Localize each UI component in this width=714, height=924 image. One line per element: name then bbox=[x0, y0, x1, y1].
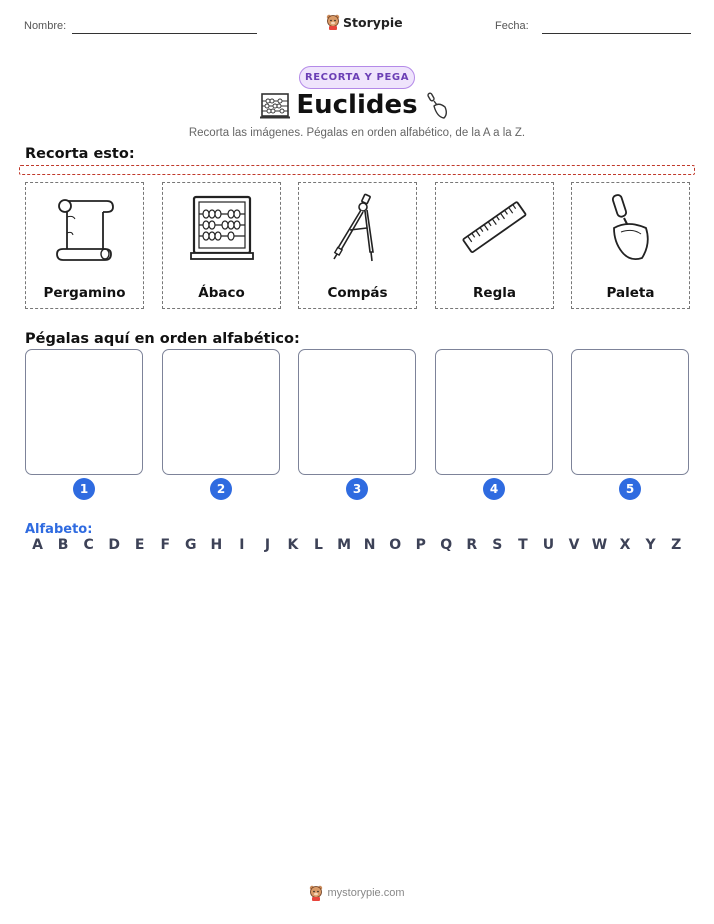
name-line[interactable] bbox=[72, 33, 257, 34]
alphabet-letter: B bbox=[57, 537, 69, 553]
paste-slot-4[interactable] bbox=[435, 349, 553, 475]
page-title: Euclides bbox=[296, 90, 418, 120]
paste-section-heading: Pégalas aquí en orden alfabético: bbox=[25, 331, 300, 347]
trowel-icon bbox=[606, 192, 656, 264]
alphabet-letter: V bbox=[568, 537, 580, 553]
slot-number-badge: 5 bbox=[619, 478, 641, 500]
alphabet-letter: K bbox=[287, 537, 299, 553]
alphabet-letter: C bbox=[83, 537, 94, 553]
brand-name: Storypie bbox=[343, 14, 403, 30]
cut-card-pergamino[interactable] bbox=[25, 182, 144, 309]
cut-card-compas[interactable] bbox=[298, 182, 417, 309]
scroll-icon bbox=[53, 193, 117, 263]
cut-card-paleta[interactable] bbox=[571, 182, 690, 309]
storypie-logo bbox=[326, 14, 403, 30]
abacus-icon bbox=[189, 194, 255, 262]
alphabet-letter: P bbox=[415, 537, 426, 553]
card-label: Ábaco bbox=[198, 285, 245, 301]
alphabet-letter: L bbox=[314, 537, 323, 553]
alphabet-letter: J bbox=[264, 537, 271, 553]
cut-section-heading: Recorta esto: bbox=[25, 146, 135, 162]
dashed-cut-line bbox=[19, 165, 695, 175]
alphabet-letter: O bbox=[389, 537, 402, 553]
paste-slot-3[interactable] bbox=[298, 349, 416, 475]
card-label: Paleta bbox=[606, 285, 655, 301]
footer bbox=[0, 885, 714, 901]
alphabet-letter: I bbox=[239, 537, 245, 553]
bear-mascot-icon bbox=[326, 14, 340, 30]
slot-number-badge: 2 bbox=[210, 478, 232, 500]
cut-card-regla[interactable] bbox=[435, 182, 554, 309]
alphabet-letter: S bbox=[492, 537, 503, 553]
trowel-title-icon bbox=[424, 92, 450, 120]
alphabet-letter: M bbox=[337, 537, 352, 553]
alphabet-letter: X bbox=[619, 537, 631, 553]
date-line[interactable] bbox=[542, 33, 691, 34]
ruler-icon bbox=[460, 195, 530, 261]
alphabet-letter: U bbox=[542, 537, 555, 553]
alphabet-letter: R bbox=[466, 537, 478, 553]
name-label: Nombre: bbox=[24, 20, 67, 32]
alphabet-letter: F bbox=[160, 537, 171, 553]
alphabet-letter: Q bbox=[440, 537, 453, 553]
card-label: Compás bbox=[327, 285, 388, 301]
alphabet-letter: N bbox=[363, 537, 376, 553]
instructions: Recorta las imágenes. Pégalas en orden alfabético, de la A a la Z. bbox=[188, 127, 526, 139]
bear-mascot-icon bbox=[309, 885, 323, 901]
slot-number-badge: 1 bbox=[73, 478, 95, 500]
paste-slot-2[interactable] bbox=[162, 349, 280, 475]
alphabet-letter: Y bbox=[645, 537, 656, 553]
compass-icon bbox=[330, 192, 386, 264]
alphabet-letter: D bbox=[108, 537, 120, 553]
card-label: Pergamino bbox=[43, 285, 126, 301]
alphabet-letter: T bbox=[518, 537, 528, 553]
alphabet-letter: G bbox=[185, 537, 197, 553]
slot-number-badge: 3 bbox=[346, 478, 368, 500]
slot-number-badge: 4 bbox=[483, 478, 505, 500]
card-label: Regla bbox=[473, 285, 516, 301]
alphabet-letter: W bbox=[591, 537, 608, 553]
alphabet-letter: A bbox=[32, 537, 43, 553]
footer-site-link[interactable]: mystorypie.com bbox=[327, 887, 405, 899]
alphabet-row bbox=[25, 537, 689, 553]
paste-slot-1[interactable] bbox=[25, 349, 143, 475]
cut-card-abaco[interactable] bbox=[162, 182, 281, 309]
paste-slot-5[interactable] bbox=[571, 349, 689, 475]
activity-badge: RECORTA Y PEGA bbox=[299, 66, 415, 89]
date-label: Fecha: bbox=[495, 20, 529, 32]
alphabet-letter: E bbox=[134, 537, 145, 553]
alphabet-heading: Alfabeto: bbox=[25, 522, 93, 537]
alphabet-letter: Z bbox=[671, 537, 682, 553]
alphabet-letter: H bbox=[210, 537, 223, 553]
